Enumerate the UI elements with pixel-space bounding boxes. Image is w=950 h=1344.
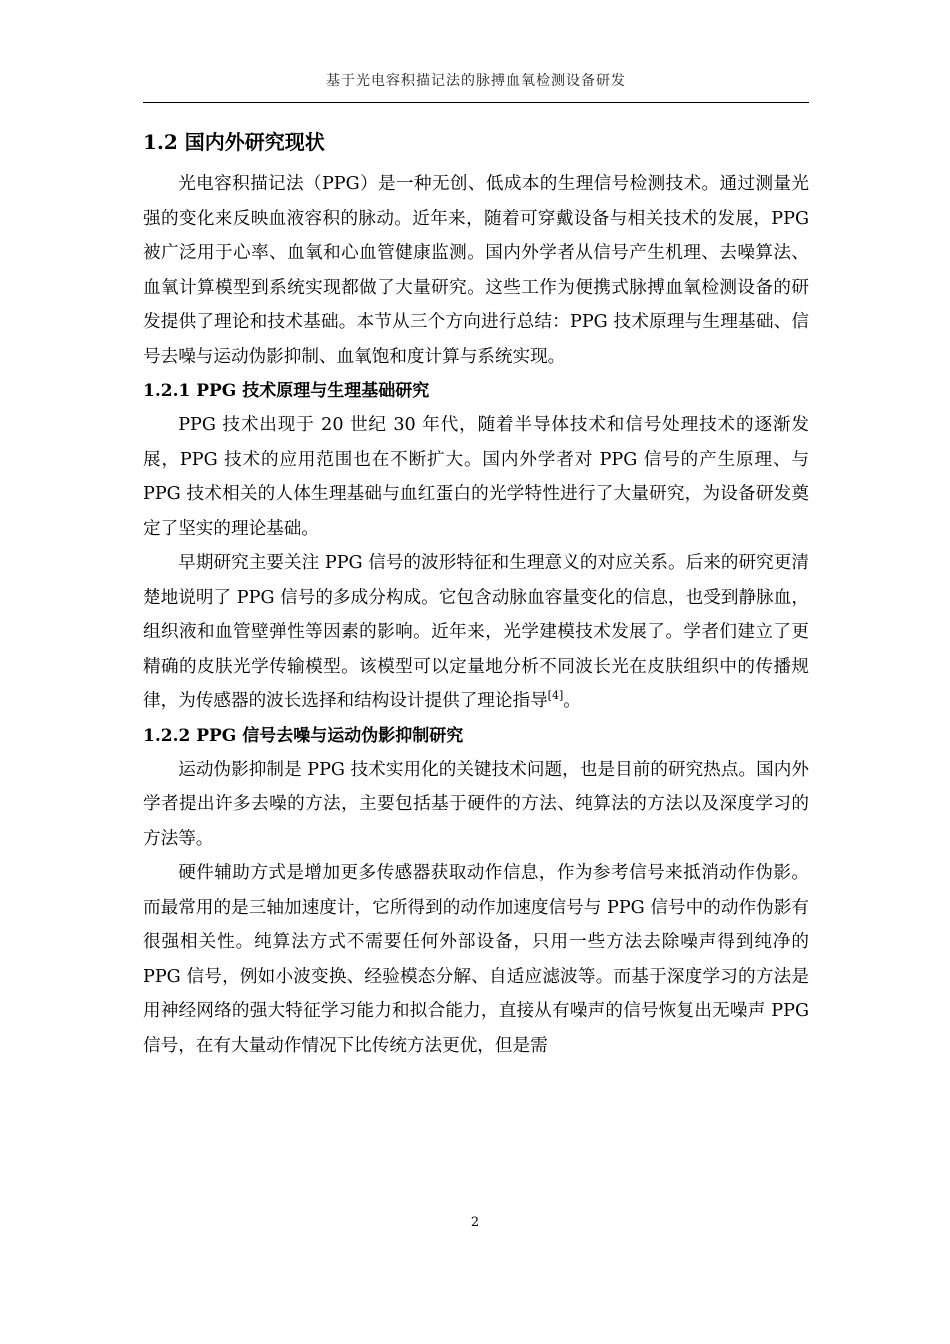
- paragraph-1-2-1-b: [143, 546, 809, 719]
- paragraph-end-punctuation: 。: [563, 691, 581, 711]
- subsection-title-1-2-2: 1.2.2 PPG 信号去噪与运动伪影抑制研究: [143, 725, 464, 746]
- paragraph-text: 早期研究主要关注 PPG 信号的波形特征和生理意义的对应关系。后来的研究更清楚地说明了 PPG 信号的多成分构成。它包含动脉血容量变化的信息，也受到静脉血，组织液和血管壁弹性等因素的影响。近年来，光学建模技术发展了。学者们建立了更精确的皮肤光学传输模型。该模型可以定量地分析不同波长光在皮肤组织中的传播规律，为传感器的波长选择和结构设计提供了理论指导: [143, 553, 809, 711]
- paragraph-1-2-2-b: 硬件辅助方式是增加更多传感器获取动作信息，作为参考信号来抵消动作伪影。而最常用的是三轴加速度计，它所得到的动作加速度信号与 PPG 信号中的动作伪影有很强相关性。纯算法方式不需要任何外部设备，只用一些方法去除噪声得到纯净的 PPG 信号，例如小波变换、经验模态分解、自适应滤波等。而基于深度学习的方法是用神经网络的强大特征学习能力和拟合能力，直接从有噪声的信号恢复出无噪声 PPG 信号，在有大量动作情况下比传统方法更优，但是需: [143, 863, 809, 1056]
- running-header: 基于光电容积描记法的脉搏血氧检测设备研发: [326, 73, 626, 89]
- section-intro-paragraph: 光电容积描记法（PPG）是一种无创、低成本的生理信号检测技术。通过测量光强的变化来反映血液容积的脉动。近年来，随着可穿戴设备与相关技术的发展，PPG 被广泛用于心率、血氧和心血管健康监测。国内外学者从信号产生机理、去噪算法、血氧计算模型到系统实现都做了大量研究。这些工作为便携式脉搏血氧检测设备的研发提供了理论和技术基础。本节从三个方向进行总结：PPG 技术原理与生理基础、信号去噪与运动伪影抑制、血氧饱和度计算与系统实现。: [143, 174, 809, 367]
- header-rule: [143, 102, 809, 103]
- paragraph-1-2-1-a: PPG 技术出现于 20 世纪 30 年代，随着半导体技术和信号处理技术的逐渐发展，PPG 技术的应用范围也在不断扩大。国内外学者对 PPG 信号的产生原理、与 PPG 技术相关的人体生理基础与血红蛋白的光学特性进行了大量研究，为设备研发奠定了坚实的理论基础。: [143, 415, 809, 539]
- page-number: 2: [470, 1215, 480, 1230]
- page-content: [143, 125, 809, 1063]
- paragraph-1-2-2-a: 运动伪影抑制是 PPG 技术实用化的关键技术问题，也是目前的研究热点。国内外学者提出许多去噪的方法，主要包括基于硬件的方法、纯算法的方法以及深度学习的方法等。: [143, 759, 809, 849]
- section-title: 1.2 国内外研究现状: [143, 130, 325, 154]
- subsection-title-1-2-1: 1.2.1 PPG 技术原理与生理基础研究: [143, 381, 430, 401]
- citation-ref[interactable]: [4]: [547, 689, 564, 703]
